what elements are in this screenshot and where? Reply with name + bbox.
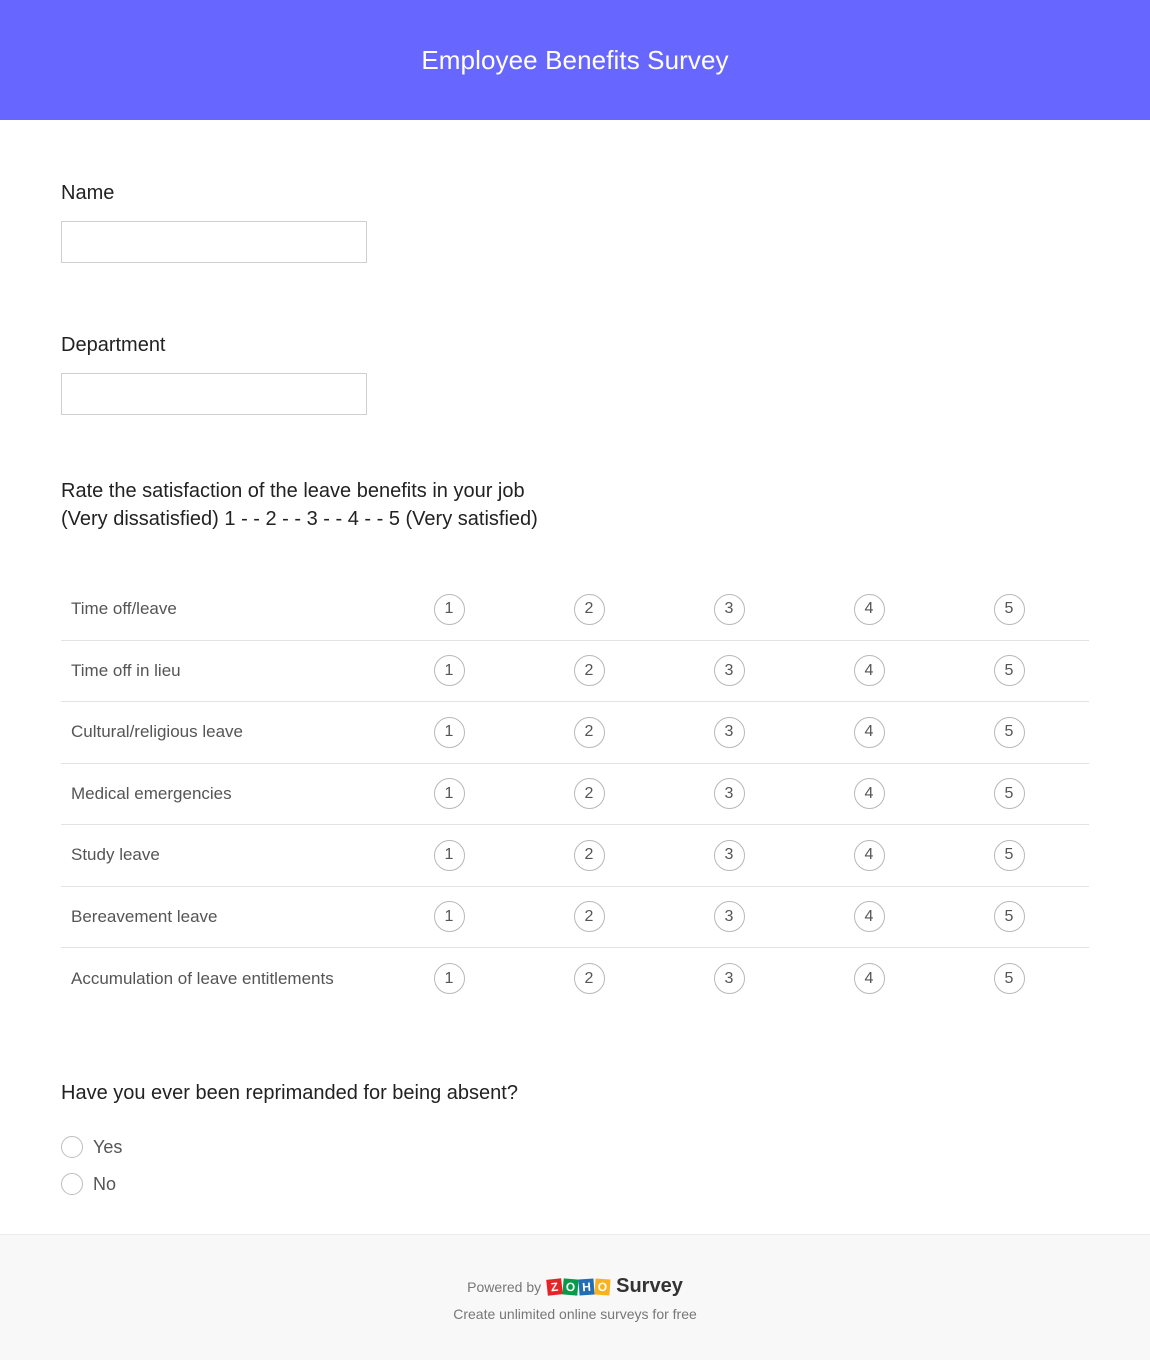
rating-option-2[interactable]: 2 [574, 655, 605, 686]
brand-survey-text: Survey [616, 1275, 683, 1297]
matrix-row [61, 948, 1089, 1010]
rating-option-5[interactable]: 5 [994, 594, 1025, 625]
matrix-option-cell [519, 840, 659, 871]
rating-option-2[interactable]: 2 [574, 717, 605, 748]
question-rating [61, 415, 1089, 1010]
radio-option-yes[interactable] [61, 1129, 1089, 1166]
name-label: Name [61, 182, 115, 204]
matrix-row-label: Study leave [71, 845, 160, 865]
powered-by [0, 1275, 1150, 1298]
matrix-option-cell [659, 963, 799, 994]
matrix-row [61, 579, 1089, 641]
rating-option-5[interactable]: 5 [994, 963, 1025, 994]
question-department [61, 263, 1089, 415]
radio-circle[interactable] [61, 1136, 83, 1158]
department-label: Department [61, 334, 166, 356]
matrix-option-cell [379, 717, 519, 748]
rating-option-4[interactable]: 4 [854, 840, 885, 871]
matrix-option-cell [519, 594, 659, 625]
matrix-option-cell [939, 778, 1079, 809]
rating-option-1[interactable]: 1 [434, 594, 465, 625]
matrix-row-label: Cultural/religious leave [71, 722, 243, 742]
matrix-option-cell [379, 655, 519, 686]
rating-option-1[interactable]: 1 [434, 655, 465, 686]
matrix-row [61, 702, 1089, 764]
question-name [61, 120, 1089, 263]
rating-option-3[interactable]: 3 [714, 778, 745, 809]
matrix-option-cell [799, 655, 939, 686]
footer-tagline[interactable]: Create unlimited online surveys for free [453, 1306, 697, 1322]
matrix-option-cell [939, 963, 1079, 994]
rating-option-5[interactable]: 5 [994, 901, 1025, 932]
zoho-logo-letter: Z [546, 1278, 563, 1295]
matrix-option-cell [379, 901, 519, 932]
matrix-row-label: Accumulation of leave entitlements [71, 968, 334, 988]
rating-option-2[interactable]: 2 [574, 963, 605, 994]
matrix-row [61, 887, 1089, 949]
matrix-row-label: Time off/leave [71, 599, 177, 619]
matrix-option-cell [939, 594, 1079, 625]
matrix-row [61, 825, 1089, 887]
rating-option-2[interactable]: 2 [574, 594, 605, 625]
name-input[interactable] [61, 221, 367, 263]
matrix-row [61, 641, 1089, 703]
matrix-option-cell [519, 778, 659, 809]
rating-option-4[interactable]: 4 [854, 655, 885, 686]
rating-option-1[interactable]: 1 [434, 778, 465, 809]
rating-matrix [61, 579, 1089, 1010]
matrix-option-cell [379, 840, 519, 871]
matrix-option-cell [799, 594, 939, 625]
matrix-option-cell [799, 901, 939, 932]
matrix-option-cell [659, 778, 799, 809]
absent-label: Have you ever been reprimanded for being absent? [61, 1081, 518, 1104]
zoho-logo-letter: H [579, 1278, 595, 1295]
matrix-option-cell [939, 655, 1079, 686]
rating-option-4[interactable]: 4 [854, 594, 885, 625]
matrix-row-label: Bereavement leave [71, 906, 218, 926]
radio-label: No [93, 1173, 117, 1194]
matrix-row [61, 764, 1089, 826]
zoho-logo-letter: O [562, 1278, 578, 1295]
matrix-option-cell [519, 963, 659, 994]
matrix-row-label: Medical emergencies [71, 783, 232, 803]
rating-option-3[interactable]: 3 [714, 594, 745, 625]
rating-option-5[interactable]: 5 [994, 778, 1025, 809]
rating-option-5[interactable]: 5 [994, 717, 1025, 748]
matrix-option-cell [799, 778, 939, 809]
survey-body [0, 120, 1150, 1203]
matrix-option-cell [939, 901, 1079, 932]
matrix-option-cell [799, 840, 939, 871]
survey-header [0, 0, 1150, 120]
matrix-option-cell [519, 655, 659, 686]
matrix-option-cell [379, 963, 519, 994]
rating-option-1[interactable]: 1 [434, 840, 465, 871]
matrix-option-cell [659, 594, 799, 625]
rating-option-3[interactable]: 3 [714, 901, 745, 932]
matrix-option-cell [659, 717, 799, 748]
matrix-option-cell [519, 901, 659, 932]
rating-option-4[interactable]: 4 [854, 901, 885, 932]
radio-option-no[interactable] [61, 1166, 1089, 1203]
rating-option-4[interactable]: 4 [854, 778, 885, 809]
rating-option-1[interactable]: 1 [434, 717, 465, 748]
matrix-option-cell [519, 717, 659, 748]
matrix-option-cell [379, 778, 519, 809]
radio-circle[interactable] [61, 1173, 83, 1195]
matrix-option-cell [659, 655, 799, 686]
zoho-logo-letter: O [595, 1278, 611, 1295]
matrix-option-cell [799, 963, 939, 994]
matrix-option-cell [799, 717, 939, 748]
radio-label: Yes [93, 1136, 123, 1157]
rating-option-1[interactable]: 1 [434, 901, 465, 932]
rating-option-5[interactable]: 5 [994, 655, 1025, 686]
footer [0, 1234, 1150, 1360]
zoho-logo[interactable] [547, 1279, 611, 1295]
rating-label: Rate the satisfaction of the leave benefits in your job [61, 480, 525, 502]
rating-option-2[interactable]: 2 [574, 778, 605, 809]
matrix-option-cell [659, 901, 799, 932]
survey-title: Employee Benefits Survey [421, 44, 729, 75]
rating-option-2[interactable]: 2 [574, 901, 605, 932]
department-input[interactable] [61, 373, 367, 415]
rating-option-3[interactable]: 3 [714, 717, 745, 748]
rating-option-3[interactable]: 3 [714, 655, 745, 686]
matrix-option-cell [939, 717, 1079, 748]
rating-option-4[interactable]: 4 [854, 963, 885, 994]
rating-scale-hint: (Very dissatisfied) 1 - - 2 - - 3 - - 4 - - 5 (Very satisfied) [61, 508, 538, 530]
matrix-option-cell [939, 840, 1079, 871]
rating-option-2[interactable]: 2 [574, 840, 605, 871]
matrix-option-cell [659, 840, 799, 871]
question-absent [61, 1010, 1089, 1203]
rating-option-3[interactable]: 3 [714, 840, 745, 871]
absent-radio-group [61, 1129, 1089, 1203]
matrix-option-cell [379, 594, 519, 625]
rating-option-4[interactable]: 4 [854, 717, 885, 748]
rating-option-5[interactable]: 5 [994, 840, 1025, 871]
powered-by-text: Powered by [467, 1278, 542, 1295]
matrix-row-label: Time off in lieu [71, 660, 181, 680]
rating-option-3[interactable]: 3 [714, 963, 745, 994]
rating-option-1[interactable]: 1 [434, 963, 465, 994]
